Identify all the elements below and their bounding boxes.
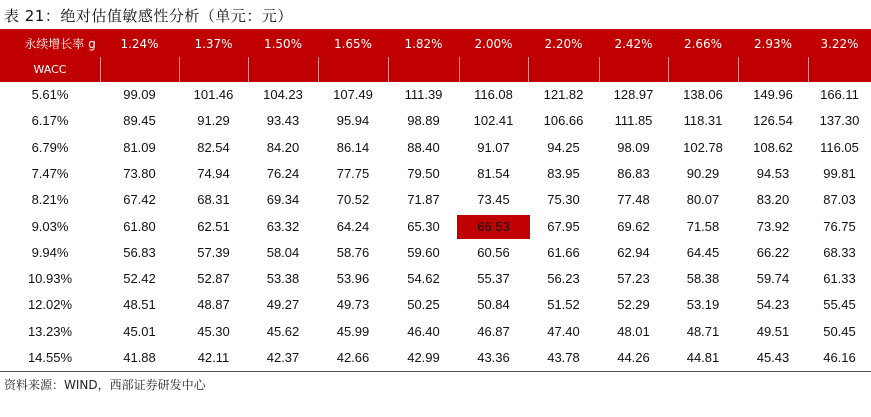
value-cell: 77.75 [336,165,370,181]
value-cell: 128.97 [613,87,654,102]
header-column-divider [459,57,460,82]
table-row [0,161,871,187]
wacc-cell: 6.79% [31,139,69,155]
growth-rate-header: 2.93% [753,37,793,51]
value-cell: 60.56 [477,244,510,260]
value-cell: 73.80 [123,165,156,181]
value-cell: 118.31 [683,113,723,129]
value-cell: 74.94 [197,165,230,181]
wacc-cell: 8.21% [31,192,69,208]
value-cell: 75.30 [547,192,580,208]
growth-rate-header: 1.82% [404,37,443,51]
value-cell: 166.11 [820,87,859,102]
value-cell: 71.58 [686,218,720,234]
wacc-cell: 9.03% [31,218,69,234]
growth-rate-header: 1.37% [194,37,233,51]
wacc-cell: 7.47% [31,165,69,181]
value-cell: 54.23 [756,297,790,313]
value-cell: 42.99 [407,350,440,365]
value-cell: 52.29 [617,297,650,313]
wacc-cell: 10.93% [27,271,73,287]
value-cell: 64.45 [686,244,720,260]
value-cell: 81.54 [477,165,510,181]
growth-rate-header: 3.22% [820,37,859,51]
value-cell: 98.89 [407,113,440,129]
growth-rate-header: 2.66% [683,37,723,51]
value-cell: 49.73 [336,297,370,313]
value-cell: 87.03 [823,192,856,208]
value-cell: 42.11 [197,350,230,365]
value-cell: 64.24 [336,218,370,234]
value-cell: 45.99 [336,323,370,339]
table-row [0,214,871,240]
value-cell: 62.94 [617,244,650,260]
wacc-cell: 14.55% [27,350,73,365]
value-cell: 44.26 [617,350,650,365]
value-cell: 55.37 [477,271,510,287]
header-column-divider [388,57,389,82]
header-column-divider [318,57,319,82]
value-cell: 53.19 [686,297,720,313]
header-column-divider [248,57,249,82]
value-cell: 59.74 [756,271,790,287]
base-case-value-cell: 66.53 [457,215,530,239]
table-row [0,319,871,345]
value-cell: 57.23 [617,271,650,287]
value-cell: 94.25 [547,139,580,155]
value-cell: 111.39 [404,87,443,102]
growth-rate-axis-label: 永续增长率 g [24,37,96,51]
value-cell: 104.23 [263,87,303,102]
table-row [0,345,871,371]
wacc-cell: 5.61% [31,87,69,102]
wacc-axis-label: WACC [33,63,67,76]
wacc-cell: 9.94% [31,244,69,260]
value-cell: 49.27 [266,297,300,313]
value-cell: 86.14 [336,139,370,155]
value-cell: 51.52 [547,297,580,313]
value-cell: 67.95 [547,218,580,234]
value-cell: 69.34 [266,192,300,208]
growth-rate-header: 1.65% [333,37,373,51]
growth-rate-header: 2.20% [544,37,583,51]
header-column-divider [100,57,101,82]
value-cell: 76.75 [823,218,856,234]
value-cell: 57.39 [197,244,230,260]
value-cell: 65.30 [407,218,440,234]
value-cell: 52.87 [197,271,230,287]
growth-rate-header: 2.42% [614,37,653,51]
header-column-divider [808,57,809,82]
value-cell: 73.92 [756,218,790,234]
header-column-divider [599,57,600,82]
value-cell: 77.48 [617,192,650,208]
table-title: 表 21：绝对估值敏感性分析（单元：元） [4,7,293,25]
value-cell: 89.45 [123,113,156,129]
value-cell: 45.01 [123,323,156,339]
value-cell: 58.76 [336,244,370,260]
value-cell: 59.60 [407,244,440,260]
value-cell: 53.38 [266,271,300,287]
value-cell: 55.45 [823,297,856,313]
value-cell: 62.51 [197,218,230,234]
value-cell: 70.52 [336,192,370,208]
value-cell: 116.05 [820,139,859,155]
value-cell: 48.71 [686,323,720,339]
value-cell: 106.66 [543,113,584,129]
value-cell: 58.04 [266,244,300,260]
value-cell: 102.78 [683,139,723,155]
table-row [0,292,871,318]
value-cell: 50.84 [477,297,510,313]
value-cell: 63.32 [266,218,300,234]
table-row [0,82,871,108]
value-cell: 94.53 [756,165,790,181]
value-cell: 43.78 [547,350,580,365]
value-cell: 66.22 [756,244,790,260]
value-cell: 47.40 [547,323,580,339]
value-cell: 98.09 [617,139,650,155]
value-cell: 52.42 [123,271,156,287]
value-cell: 86.83 [617,165,650,181]
value-cell: 82.54 [197,139,230,155]
table-row [0,135,871,161]
value-cell: 126.54 [753,113,793,129]
value-cell: 46.87 [477,323,510,339]
value-cell: 88.40 [407,139,440,155]
growth-rate-header: 2.00% [474,37,513,51]
value-cell: 73.45 [477,192,510,208]
value-cell: 149.96 [753,87,793,102]
value-cell: 68.31 [197,192,230,208]
value-cell: 137.30 [819,113,860,129]
table-row [0,108,871,134]
value-cell: 42.66 [336,350,370,365]
value-cell: 58.38 [686,271,720,287]
table-header [0,31,871,82]
header-column-divider [179,57,180,82]
value-cell: 91.29 [197,113,230,129]
value-cell: 56.83 [123,244,156,260]
value-cell: 80.07 [686,192,720,208]
value-cell: 95.94 [336,113,370,129]
value-cell: 91.07 [477,139,510,155]
value-cell: 56.23 [547,271,580,287]
value-cell: 71.87 [407,192,440,208]
table-row [0,266,871,292]
header-column-divider [738,57,739,82]
growth-rate-header: 1.24% [120,37,159,51]
value-cell: 81.09 [123,139,156,155]
value-cell: 83.95 [547,165,580,181]
value-cell: 49.51 [756,323,790,339]
value-cell: 121.82 [543,87,584,102]
value-cell: 116.08 [474,87,513,102]
value-cell: 54.62 [407,271,440,287]
value-cell: 99.09 [123,87,156,102]
value-cell: 93.43 [266,113,300,129]
value-cell: 45.43 [756,350,790,365]
table-row [0,240,871,266]
header-column-divider [528,57,529,82]
value-cell: 108.62 [753,139,793,155]
source-note: 资料来源：WIND，西部证券研发中心 [4,378,206,392]
value-cell: 101.46 [193,87,234,102]
value-cell: 61.33 [823,271,856,287]
value-cell: 90.29 [686,165,720,181]
value-cell: 84.20 [266,139,300,155]
wacc-cell: 6.17% [31,113,69,129]
value-cell: 41.88 [123,350,156,365]
value-cell: 67.42 [123,192,156,208]
value-cell: 61.66 [547,244,580,260]
value-cell: 48.51 [123,297,156,313]
growth-rate-header: 1.50% [263,37,303,51]
table-row [0,187,871,213]
value-cell: 43.36 [477,350,510,365]
header-column-divider [668,57,669,82]
value-cell: 46.40 [407,323,440,339]
value-cell: 76.24 [266,165,300,181]
value-cell: 107.49 [333,87,373,102]
wacc-cell: 12.02% [27,297,73,313]
value-cell: 111.85 [614,113,653,129]
value-cell: 68.33 [823,244,856,260]
value-cell: 42.37 [266,350,300,365]
value-cell: 45.62 [266,323,300,339]
value-cell: 69.62 [617,218,650,234]
value-cell: 61.80 [123,218,156,234]
table-bottom-divider [0,371,871,372]
value-cell: 48.01 [617,323,650,339]
value-cell: 45.30 [197,323,230,339]
value-cell: 48.87 [197,297,230,313]
value-cell: 50.45 [823,323,856,339]
value-cell: 83.20 [756,192,790,208]
value-cell: 53.96 [336,271,370,287]
value-cell: 44.81 [686,350,720,365]
value-cell: 46.16 [823,350,856,365]
value-cell: 50.25 [407,297,440,313]
value-cell: 99.81 [823,165,856,181]
value-cell: 79.50 [407,165,440,181]
wacc-cell: 13.23% [27,323,73,339]
value-cell: 138.06 [683,87,723,102]
value-cell: 102.41 [473,113,514,129]
